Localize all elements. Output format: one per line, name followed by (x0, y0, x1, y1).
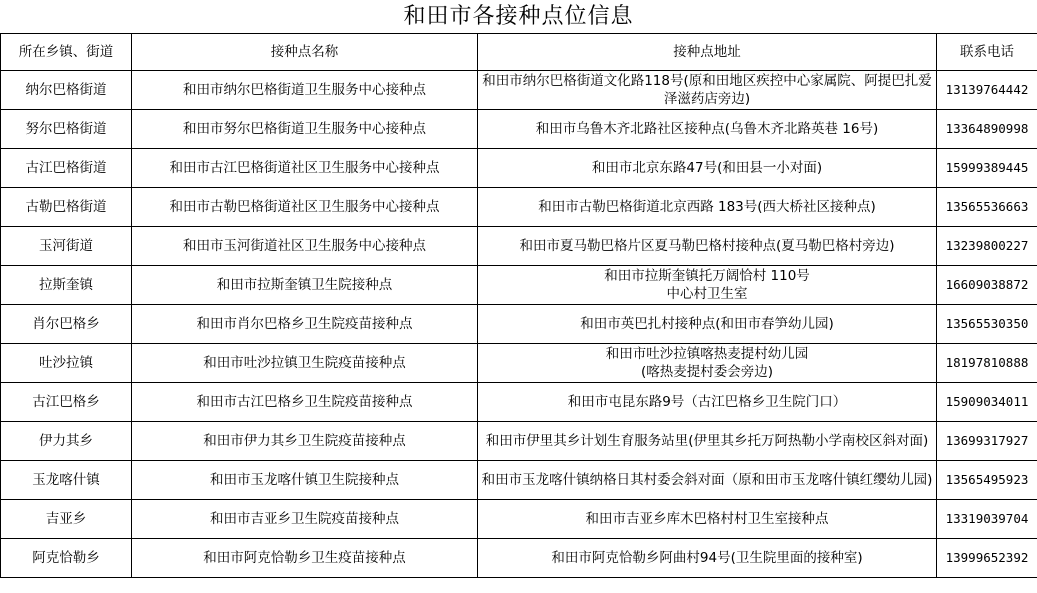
cell-site-name: 和田市阿克恰勒乡卫生疫苗接种点 (132, 539, 478, 578)
cell-phone: 13319039704 (937, 500, 1037, 539)
table-body (1, 71, 1037, 578)
cell-township: 纳尔巴格街道 (1, 71, 132, 110)
cell-site-name: 和田市古勒巴格街道社区卫生服务中心接种点 (132, 188, 478, 227)
table-row (1, 344, 1037, 383)
cell-site-name: 和田市吐沙拉镇卫生院疫苗接种点 (132, 344, 478, 383)
cell-address: 和田市玉龙喀什镇纳格日其村委会斜对面（原和田市玉龙喀什镇红缨幼儿园) (478, 461, 937, 500)
cell-township: 阿克恰勒乡 (1, 539, 132, 578)
cell-address: 和田市夏马勒巴格片区夏马勒巴格村接种点(夏马勒巴格村旁边) (478, 227, 937, 266)
cell-township: 古江巴格乡 (1, 383, 132, 422)
table-row (1, 266, 1037, 305)
cell-site-name: 和田市古江巴格乡卫生院疫苗接种点 (132, 383, 478, 422)
cell-site-name: 和田市纳尔巴格街道卫生服务中心接种点 (132, 71, 478, 110)
cell-township: 拉斯奎镇 (1, 266, 132, 305)
cell-phone: 13139764442 (937, 71, 1037, 110)
cell-phone: 16609038872 (937, 266, 1037, 305)
cell-address: 和田市纳尔巴格街道文化路118号(原和田地区疾控中心家属院、阿提巴扎爱泽滋药店旁边) (478, 71, 937, 110)
table-row (1, 149, 1037, 188)
header-phone: 联系电话 (937, 34, 1037, 71)
cell-site-name: 和田市拉斯奎镇卫生院接种点 (132, 266, 478, 305)
cell-site-name: 和田市伊力其乡卫生院疫苗接种点 (132, 422, 478, 461)
table-row (1, 188, 1037, 227)
table-row (1, 227, 1037, 266)
header-site-name: 接种点名称 (132, 34, 478, 71)
cell-site-name: 和田市古江巴格街道社区卫生服务中心接种点 (132, 149, 478, 188)
cell-address: 和田市英巴扎村接种点(和田市春笋幼儿园) (478, 305, 937, 344)
cell-address: 和田市乌鲁木齐北路社区接种点(乌鲁木齐北路英巷 16号) (478, 110, 937, 149)
cell-site-name: 和田市吉亚乡卫生院疫苗接种点 (132, 500, 478, 539)
table-row (1, 383, 1037, 422)
cell-township: 伊力其乡 (1, 422, 132, 461)
cell-address: 和田市拉斯奎镇托万阔恰村 110号 中心村卫生室 (478, 266, 937, 305)
cell-phone: 13565530350 (937, 305, 1037, 344)
table-header-row (1, 34, 1037, 71)
page-title: 和田市各接种点位信息 (403, 4, 634, 29)
cell-phone: 13699317927 (937, 422, 1037, 461)
vaccination-sites-table (0, 33, 1037, 578)
header-township: 所在乡镇、街道 (1, 34, 132, 71)
header-address: 接种点地址 (478, 34, 937, 71)
table-row (1, 461, 1037, 500)
cell-address: 和田市吐沙拉镇喀热麦提村幼儿园 (喀热麦提村委会旁边) (478, 344, 937, 383)
cell-address: 和田市阿克恰勒乡阿曲村94号(卫生院里面的接种室) (478, 539, 937, 578)
cell-township: 玉河街道 (1, 227, 132, 266)
cell-township: 古江巴格街道 (1, 149, 132, 188)
cell-address: 和田市北京东路47号(和田县一小对面) (478, 149, 937, 188)
cell-address: 和田市古勒巴格街道北京西路 183号(西大桥社区接种点) (478, 188, 937, 227)
table-row (1, 422, 1037, 461)
cell-phone: 13999652392 (937, 539, 1037, 578)
cell-address: 和田市吉亚乡库木巴格村村卫生室接种点 (478, 500, 937, 539)
cell-phone: 13565495923 (937, 461, 1037, 500)
cell-township: 肖尔巴格乡 (1, 305, 132, 344)
table-row (1, 500, 1037, 539)
cell-township: 古勒巴格街道 (1, 188, 132, 227)
cell-site-name: 和田市努尔巴格街道卫生服务中心接种点 (132, 110, 478, 149)
table-row (1, 110, 1037, 149)
cell-township: 玉龙喀什镇 (1, 461, 132, 500)
cell-phone: 13565536663 (937, 188, 1037, 227)
table-row (1, 71, 1037, 110)
cell-site-name: 和田市玉河街道社区卫生服务中心接种点 (132, 227, 478, 266)
cell-site-name: 和田市玉龙喀什镇卫生院接种点 (132, 461, 478, 500)
cell-phone: 15999389445 (937, 149, 1037, 188)
cell-phone: 13239800227 (937, 227, 1037, 266)
cell-township: 吉亚乡 (1, 500, 132, 539)
cell-township: 吐沙拉镇 (1, 344, 132, 383)
table-row (1, 305, 1037, 344)
cell-phone: 13364890998 (937, 110, 1037, 149)
cell-address: 和田市伊里其乡计划生育服务站里(伊里其乡托万阿热勒小学南校区斜对面) (478, 422, 937, 461)
cell-site-name: 和田市肖尔巴格乡卫生院疫苗接种点 (132, 305, 478, 344)
cell-address: 和田市屯昆东路9号（古江巴格乡卫生院门口） (478, 383, 937, 422)
cell-phone: 18197810888 (937, 344, 1037, 383)
table-row (1, 539, 1037, 578)
cell-phone: 15909034011 (937, 383, 1037, 422)
cell-township: 努尔巴格街道 (1, 110, 132, 149)
